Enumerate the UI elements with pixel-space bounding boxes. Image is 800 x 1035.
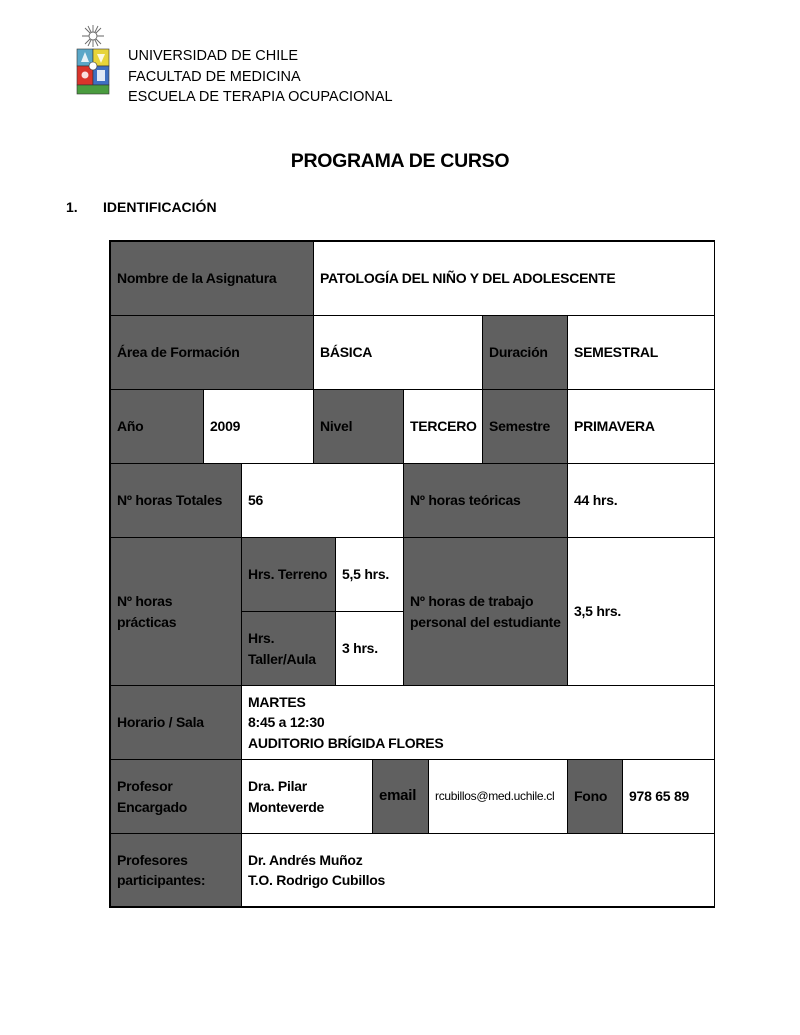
nivel-value: TERCERO — [403, 389, 483, 464]
participantes-label-line-2: participantes: — [117, 872, 206, 888]
participante-2: T.O. Rodrigo Cubillos — [248, 872, 386, 888]
horario-value — [241, 685, 715, 760]
taller-label-line-2: Taller/Aula — [248, 650, 316, 667]
profesor-value-line-1: Dra. Pilar — [248, 778, 307, 794]
university-seal-logo — [75, 24, 111, 96]
profesores-participantes-value — [241, 833, 715, 907]
semestre-value: PRIMAVERA — [567, 389, 715, 464]
horario-day: MARTES — [248, 693, 306, 710]
profesor-encargado-value — [241, 759, 373, 834]
email-label: email — [372, 759, 429, 834]
terreno-value: 5,5 hrs. — [335, 537, 404, 612]
institution-school: ESCUELA DE TERAPIA OCUPACIONAL — [128, 89, 393, 105]
asignatura-value: PATOLOGÍA DEL NIÑO Y DEL ADOLESCENTE — [313, 241, 715, 316]
horario-label: Horario / Sala — [110, 685, 242, 760]
participantes-label-line-1: Profesores — [117, 851, 188, 868]
area-label: Área de Formación — [110, 315, 314, 390]
trabajo-personal-label — [403, 537, 568, 686]
horas-practicas-label: Nº horas prácticas — [110, 537, 242, 686]
duracion-label: Duración — [482, 315, 568, 390]
terreno-label: Hrs. Terreno — [241, 537, 336, 612]
participante-1: Dr. Andrés Muñoz — [248, 851, 363, 868]
asignatura-label: Nombre de la Asignatura — [110, 241, 314, 316]
profesor-label-line-1: Profesor — [117, 778, 173, 794]
nivel-label: Nivel — [313, 389, 404, 464]
trabajo-label-line-1: Nº horas de trabajo — [410, 593, 534, 609]
email-value[interactable]: rcubillos@med.uchile.cl — [428, 759, 568, 834]
fono-label: Fono — [567, 759, 623, 834]
taller-value: 3 hrs. — [335, 611, 404, 686]
profesor-encargado-label — [110, 759, 242, 834]
identification-table — [109, 240, 715, 908]
horario-time: 8:45 a 12:30 — [248, 714, 325, 731]
semestre-label: Semestre — [482, 389, 568, 464]
trabajo-label-line-2: personal del estudiante — [410, 613, 561, 630]
horas-totales-value: 56 — [241, 463, 404, 538]
section-number: 1. — [66, 199, 78, 215]
anio-value: 2009 — [203, 389, 314, 464]
horario-room: AUDITORIO BRÍGIDA FLORES — [248, 734, 444, 751]
area-value: BÁSICA — [313, 315, 483, 390]
anio-label: Año — [110, 389, 204, 464]
profesores-participantes-label — [110, 833, 242, 907]
horas-totales-label: Nº horas Totales — [110, 463, 242, 538]
section-title: IDENTIFICACIÓN — [103, 199, 217, 215]
fono-value: 978 65 89 — [622, 759, 715, 834]
profesor-label-line-2: Encargado — [117, 798, 188, 815]
horas-teoricas-label: Nº horas teóricas — [403, 463, 568, 538]
institution-header — [128, 46, 393, 108]
trabajo-personal-value: 3,5 hrs. — [567, 537, 715, 686]
taller-label-line-1: Hrs. — [248, 630, 275, 646]
taller-label — [241, 611, 336, 686]
duracion-value: SEMESTRAL — [567, 315, 715, 390]
page-title: PROGRAMA DE CURSO — [290, 150, 510, 172]
horas-teoricas-value: 44 hrs. — [567, 463, 715, 538]
institution-university: UNIVERSIDAD DE CHILE — [128, 48, 299, 64]
institution-faculty: FACULTAD DE MEDICINA — [128, 68, 301, 85]
profesor-value-line-2: Monteverde — [248, 798, 325, 815]
